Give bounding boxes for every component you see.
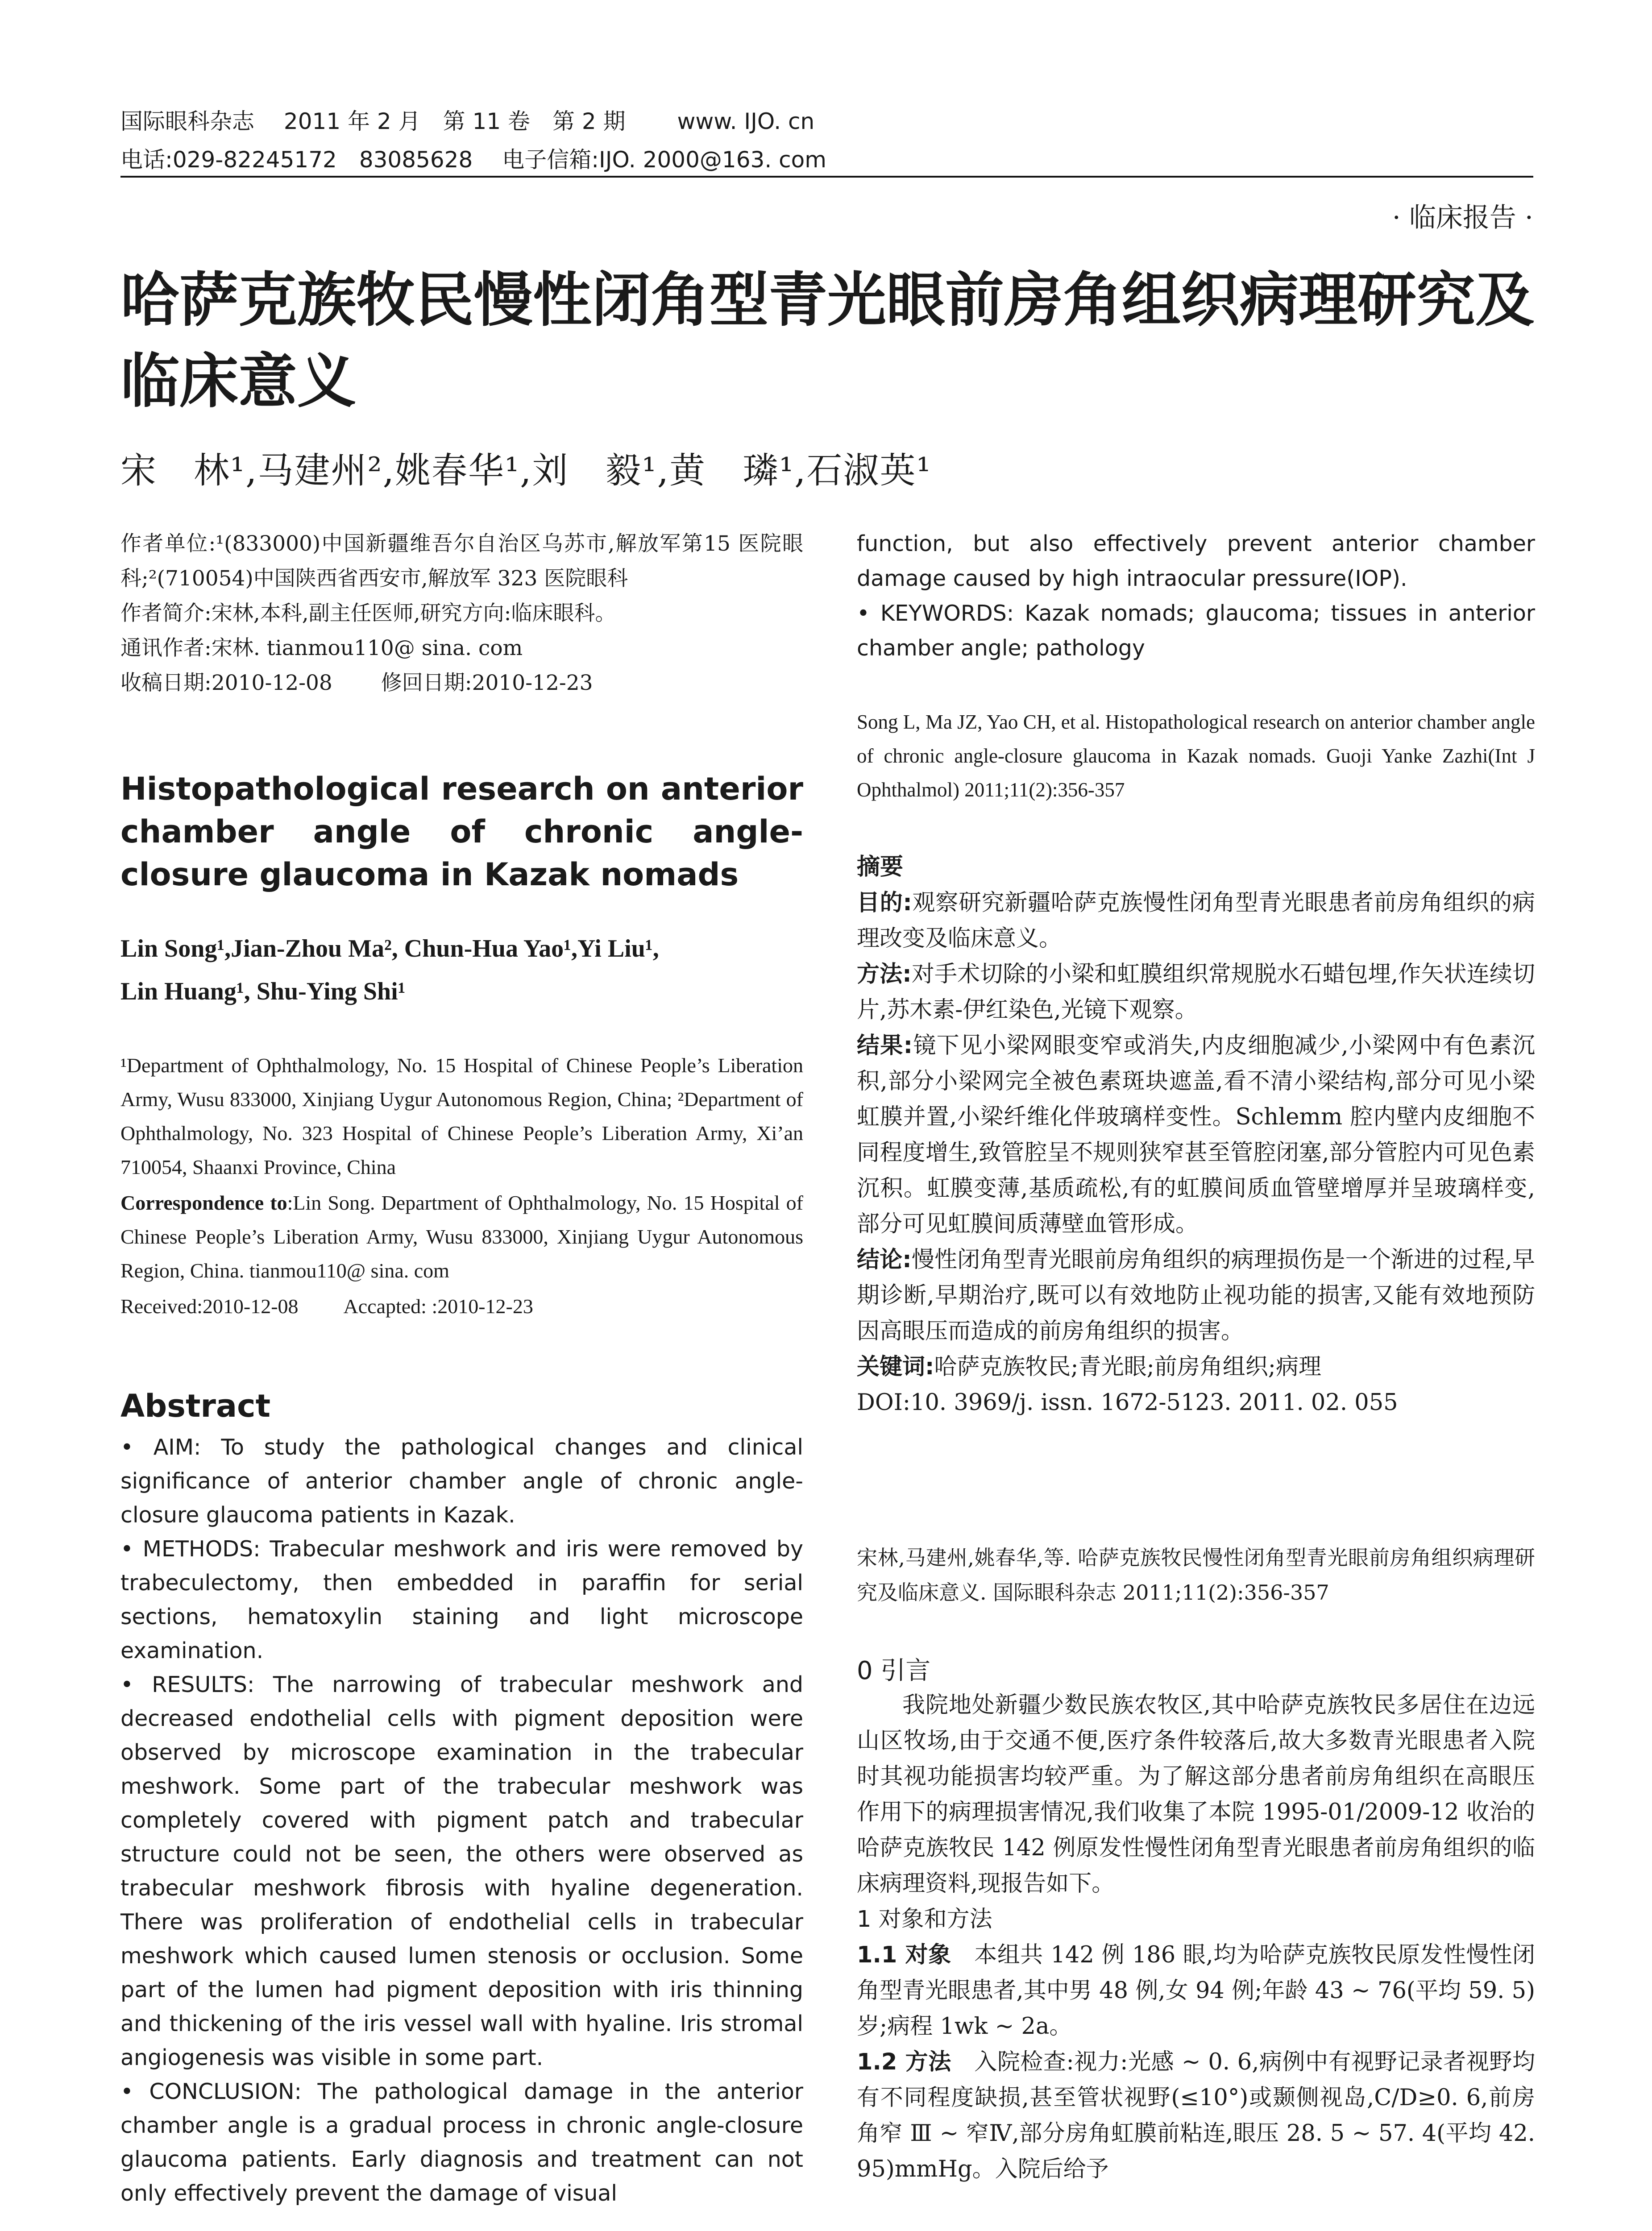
cn-conclusion: 慢性闭角型青光眼前房角组织的病理损伤是一个渐进的过程,早期诊断,早期治疗,既可以有效地防止视功能的损害,又能有效地预防因高眼压而造成的前房角组织的损害。 <box>857 1247 1535 1344</box>
section-tag: · 临床报告 · <box>1392 202 1533 233</box>
intro-heading: 0 引言 <box>857 1656 931 1685</box>
header-rule <box>120 176 1533 178</box>
cn-keywords-label: 关键词: <box>857 1354 934 1380</box>
english-authors <box>120 927 803 1013</box>
citation-english: Song L, Ma JZ, Yao CH, et al. Histopathological research on anterior chamber angle of chronic angle-closure glaucoma in Kazak nomads. Guoji Yanke Zazhi(Int J Ophthalmol) 2011;11(2):356-357 <box>857 711 1535 801</box>
correspondence-text: :Lin Song. Department of Ophthalmology, No. 15 Hospital of Chinese People’s Liberation Army, Wusu 833000, Xinjiang Uygur Autonomous Region, China. tianmou110@ sina. com <box>120 1191 803 1282</box>
abstract-body <box>120 1431 803 2210</box>
subsection-1-1-text: 本组共 142 例 186 眼,均为哈萨克族牧民原发性慢性闭角型青光眼患者,其中男 48 例,女 94 例;年龄 43 ~ 76(平均 59. 5)岁;病程 1wk ~ 2a。 <box>857 1942 1535 2040</box>
cn-conclusion-label: 结论: <box>857 1247 912 1273</box>
subsection-1-2-text: 入院检查:视力:光感 ~ 0. 6,病例中有视野记录者视野均有不同程度缺损,甚至管状视野(≤10°)或颞侧视岛,C/D≥0. 6,前房角窄 Ⅲ ~ 窄Ⅳ,部分房角虹膜前粘连,眼压 28. 5 ~ 57. 4(平均 42. 95)mmHg。入院后给予 <box>857 2049 1535 2182</box>
subsection-1-1-label: 1.1 对象 <box>857 1942 951 1968</box>
english-dates: Received:2010-12-08 Accapted: :2010-12-23 <box>120 1295 533 1318</box>
affiliation <box>120 1049 803 1325</box>
section-1-heading: 1 对象和方法 <box>857 1906 992 1932</box>
cn-results: 镜下见小梁网眼变窄或消失,内皮细胞减少,小梁网中有色素沉积,部分小梁网完全被色素斑块遮盖,看不清小梁结构,部分可见小梁虹膜并置,小梁纤维化伴玻璃样变性。Schlemm 腔内壁内皮细胞不同程度增生,致管腔呈不规则狭窄甚至管腔闭塞,部分管腔内可见色素沉积。虹膜变薄,基质疏松,有的虹膜间质血管壁增厚并呈玻璃样变,部分可见虹膜间质薄壁血管形成。 <box>857 1033 1535 1237</box>
journal-header-line: 国际眼科杂志 2011 年 2 月 第 11 卷 第 2 期 www. IJO. cn <box>120 108 815 134</box>
abstract-aim: • AIM: To study the pathological changes and clinical significance of anterior chamber angle of chronic angle-closure glaucoma patients in Kazak. <box>120 1435 803 1528</box>
english-title: Histopathological research on anterior chamber angle of chronic angle-closure glaucoma in Kazak nomads <box>120 771 803 893</box>
intro-paragraph: 我院地处新疆少数民族农牧区,其中哈萨克族牧民多居住在边远山区牧场,由于交通不便,医疗条件较落后,故大多数青光眼患者入院时其视功能损害均较严重。为了解这部分患者前房角组织在高眼压作用下的病理损害情况,我们收集了本院 1995-01/2009-12 收治的哈萨克族牧民 142 例原发性慢性闭角型青光眼患者前房角组织的临床病理资料,现报告如下。 <box>857 1692 1535 1897</box>
authors-cn: 宋 林¹,马建州²,姚春华¹,刘 毅¹,黄 璘¹,石淑英¹ <box>120 450 932 491</box>
cn-results-label: 结果: <box>857 1033 913 1059</box>
subsection-1-2-label: 1.2 方法 <box>857 2049 951 2075</box>
abstract-conclusion-continued: function, but also effectively prevent anterior chamber damage caused by high intraocular pressure(IOP). <box>857 531 1535 591</box>
english-authors-line-2: Lin Huang¹, Shu-Ying Shi¹ <box>120 978 406 1005</box>
cn-abstract-body <box>857 885 1535 1421</box>
doi: DOI:10. 3969/j. issn. 1672-5123. 2011. 02. 055 <box>857 1389 1398 1416</box>
affiliation-departments: ¹Department of Ophthalmology, No. 15 Hospital of Chinese People’s Liberation Army, Wusu 833000, Xinjiang Uygur Autonomous Region, China; ²Department of Ophthalmology, No. 323 Hospital of Chinese People’s Liberation Army, Xi’an 710054, Shaanxi Province, China <box>120 1054 803 1178</box>
cn-methods-label: 方法: <box>857 961 912 987</box>
correspondence-label: Correspondence to <box>120 1191 287 1214</box>
journal-contact-line: 电话:029-82245172 83085628 电子信箱:IJO. 2000@163. com <box>120 147 826 173</box>
cn-abstract-heading: 摘要 <box>857 854 904 880</box>
author-info <box>120 527 803 701</box>
cn-aim: 观察研究新疆哈萨克族慢性闭角型青光眼患者前房角组织的病理改变及临床意义。 <box>857 890 1535 952</box>
citation-chinese: 宋林,马建州,姚春华,等. 哈萨克族牧民慢性闭角型青光眼前房角组织病理研究及临床意义. 国际眼科杂志 2011;11(2):356-357 <box>857 1546 1535 1605</box>
abstract-continued <box>857 527 1535 666</box>
article-title: 哈萨克族牧民慢性闭角型青光眼前房角组织病理研究及临床意义 <box>120 266 1534 416</box>
abstract-methods: • METHODS: Trabecular meshwork and iris were removed by trabeculectomy, then embedded in paraffin for serial sections, hematoxylin staining and light microscope examination. <box>120 1536 803 1663</box>
abstract-conclusion: • CONCLUSION: The pathological damage in the anterior chamber angle is a gradual process in chronic angle-closure glaucoma patients. Early diagnosis and treatment can not only effectively prevent the damage of visual <box>120 2079 803 2206</box>
cn-aim-label: 目的: <box>857 890 912 916</box>
intro-body <box>857 1688 1535 2187</box>
author-bio: 作者简介:宋林,本科,副主任医师,研究方向:临床眼科。 <box>120 601 616 626</box>
abstract-heading: Abstract <box>120 1388 271 1424</box>
english-authors-line-1: Lin Song¹,Jian-Zhou Ma², Chun-Hua Yao¹,Yi Liu¹, <box>120 935 659 962</box>
received-dates: 收稿日期:2010-12-08 修回日期:2010-12-23 <box>120 671 593 695</box>
abstract-results: • RESULTS: The narrowing of trabecular meshwork and decreased endothelial cells with pigment deposition were observed by microscope examination in the trabecular meshwork. Some part of the trabecular meshwork was completely covered with pigment patch and trabecular structure could not be seen, the others were observed as trabecular meshwork fibrosis with hyaline degeneration. There was proliferation of endothelial cells in trabecular meshwork which caused lumen stenosis or occlusion. Some part of the lumen had pigment deposition with iris thinning and thickening of the iris vessel wall with hyaline. Iris stromal angiogenesis was visible in some part. <box>120 1672 803 2070</box>
cn-methods: 对手术切除的小梁和虹膜组织常规脱水石蜡包埋,作矢状连续切片,苏木素-伊红染色,光镜下观察。 <box>857 961 1535 1023</box>
correspondence <box>120 1186 803 1288</box>
abstract-keywords: • KEYWORDS: Kazak nomads; glaucoma; tissues in anterior chamber angle; pathology <box>857 601 1535 661</box>
author-unit: 作者单位:¹(833000)中国新疆维吾尔自治区乌苏市,解放军第15 医院眼科;²(710054)中国陕西省西安市,解放军 323 医院眼科 <box>120 531 803 591</box>
cn-keywords: 哈萨克族牧民;青光眼;前房角组织;病理 <box>934 1354 1321 1380</box>
corresponding-author: 通讯作者:宋林. tianmou110@ sina. com <box>120 636 523 660</box>
